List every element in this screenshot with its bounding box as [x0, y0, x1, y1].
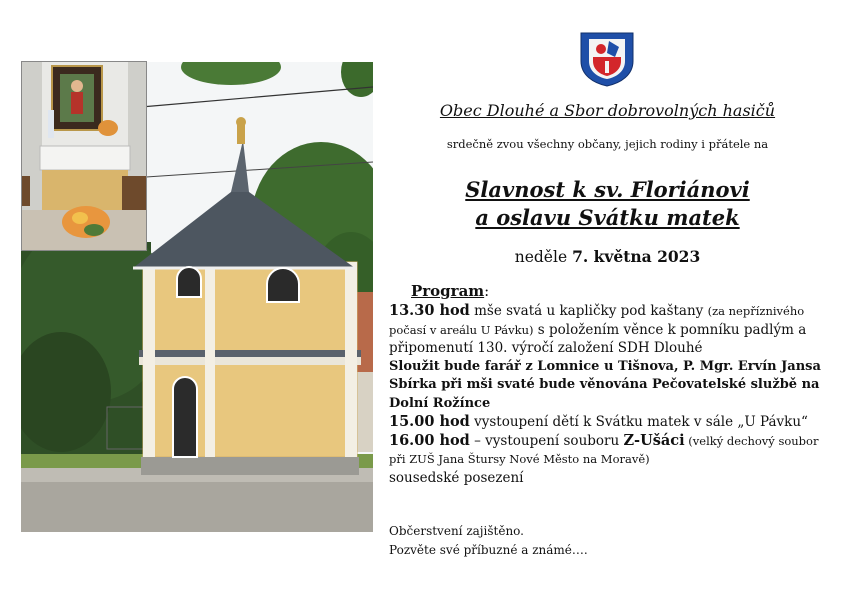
- footer-invite-relatives: Pozvěte své příbuzné a známé….: [389, 543, 588, 557]
- program-item-mass: [389, 302, 834, 358]
- program-list: [389, 302, 834, 487]
- item1-time: 13.30 hod: [389, 302, 470, 319]
- interior-illustration: [22, 62, 147, 251]
- event-date: [380, 247, 835, 266]
- item1-text-a: mše svatá u kapličky pod kaštany: [469, 303, 708, 319]
- footer-notes: [389, 522, 829, 560]
- date-value: 7. května 2023: [572, 247, 701, 266]
- item1-note: (za nepříznivého počasí v areálu U Pávku): [389, 304, 805, 337]
- invitation-line: srdečně zvou všechny občany, jejich rodiny i přátele na: [446, 137, 769, 151]
- event-title-line1: Slavnost k sv. Floriánovi: [465, 177, 750, 202]
- item2-text: vystoupení dětí k Svátku matek v sále „U Pávku“: [469, 414, 808, 430]
- date-weekday: neděle: [514, 248, 568, 266]
- program-label: Program: [411, 282, 485, 300]
- item3-band: Z-Ušáci: [623, 431, 685, 449]
- footer-refreshments: Občerstvení zajištěno.: [389, 524, 524, 538]
- program-item-children: [389, 413, 834, 432]
- village-coat-of-arms: [579, 31, 635, 87]
- coat-of-arms-emblem: [579, 31, 635, 87]
- program-collection: Sbírka při mši svaté bude věnována Pečovatelské službě na Dolní Rožínce: [389, 377, 820, 411]
- item1-text-b: s položením věnce k pomníku padlým a připomenutí 130. výročí založení SDH Dlouhé: [389, 321, 807, 356]
- program-celebrant: Sloužit bude farář z Lomnice u Tišnova, P. Mgr. Ervín Jansa: [389, 358, 821, 374]
- item3-note: (velký dechový soubor při ZUŠ Jana Štursy Nové Město na Moravě): [389, 433, 819, 466]
- item3-text-a: – vystoupení souboru: [469, 432, 624, 449]
- program-heading: [411, 282, 489, 300]
- program-colon: :: [484, 282, 490, 300]
- item3-time: 16.00 hod: [389, 431, 470, 449]
- event-title-line2: a oslavu Svátku matek: [475, 205, 740, 230]
- chapel-interior-photo: [21, 61, 147, 251]
- event-title: [380, 176, 835, 232]
- program-item-band: [389, 432, 834, 469]
- item2-time: 15.00 hod: [389, 413, 470, 430]
- organizer-heading: Obec Dlouhé a Sbor dobrovolných hasičů: [439, 101, 776, 120]
- program-item-gathering: sousedské posezení: [389, 469, 524, 486]
